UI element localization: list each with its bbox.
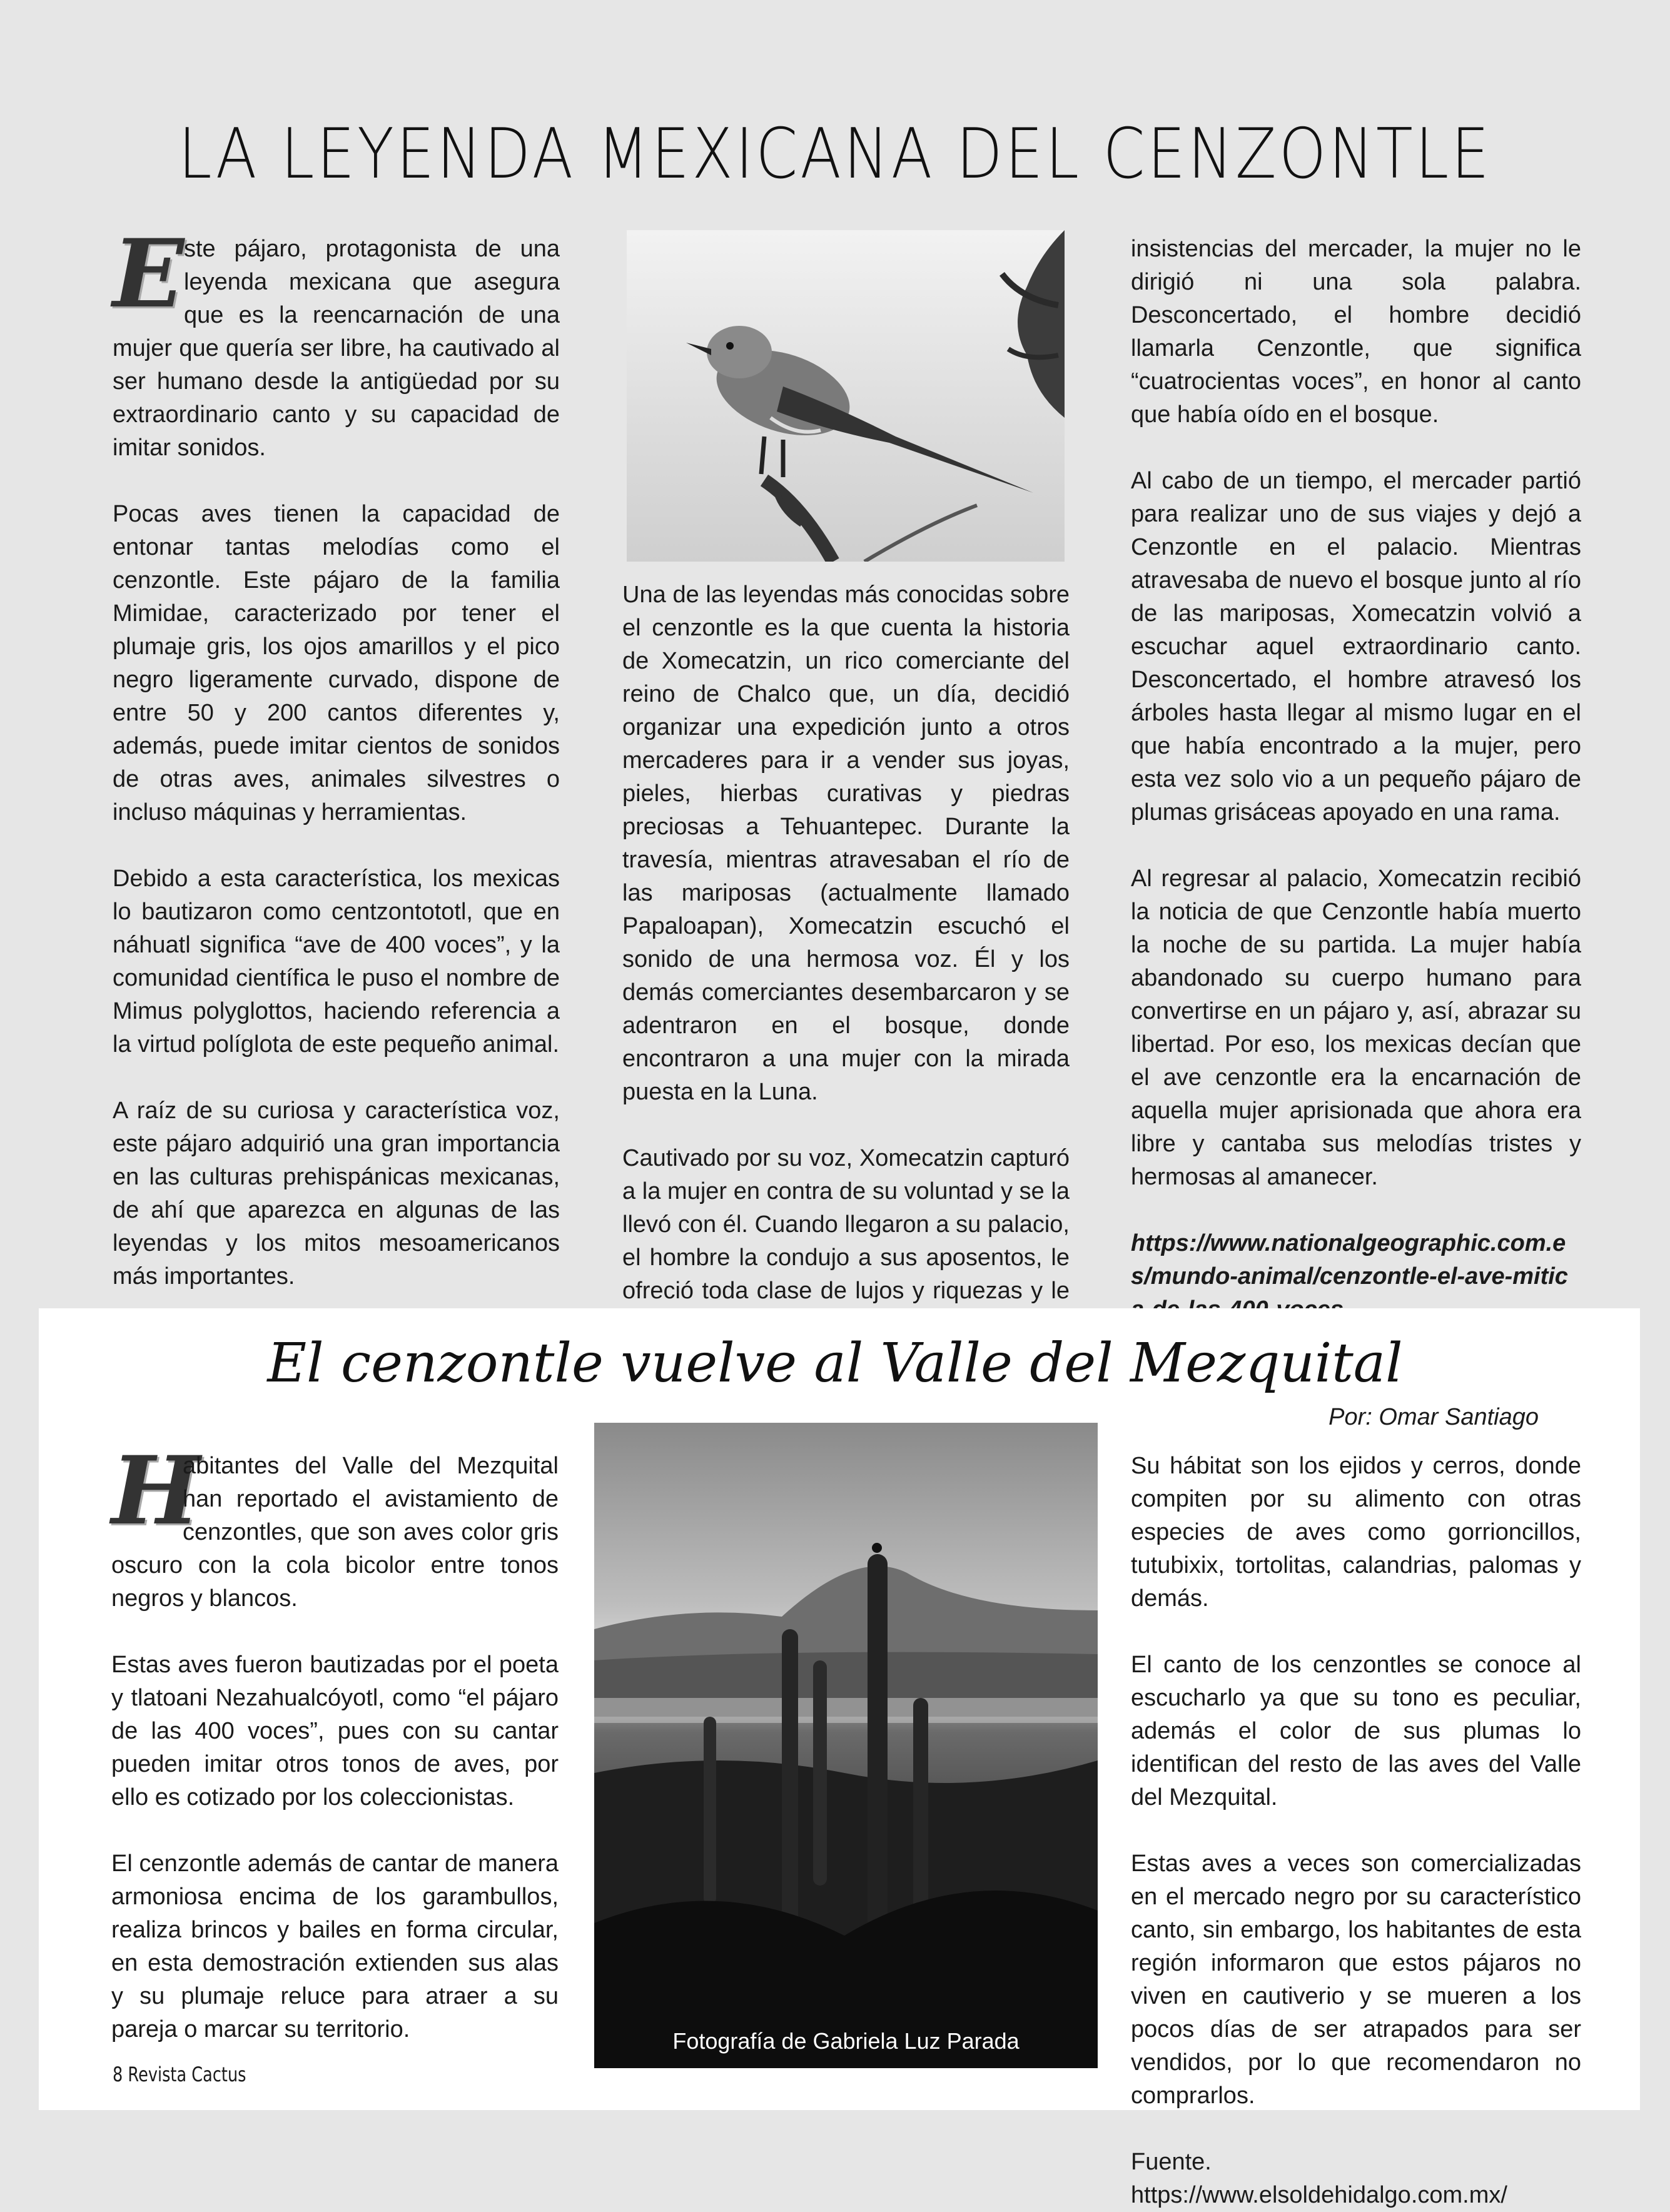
paragraph: Estas aves fueron bautizadas por el poeta y tlatoani Nezahualcóyotl, como “el pájaro de las 400 voces”, pues con su cantar pueden imitar otros tonos de aves, por ello es cotizado por los coleccionistas. bbox=[111, 1652, 559, 1811]
valley-photo bbox=[594, 1423, 1098, 2068]
mockingbird-photo bbox=[627, 230, 1065, 562]
paragraph: A raíz de su curiosa y característica voz, este pájaro adquirió una gran importancia en las culturas prehispánicas mexicanas, de ahí que aparezca en algunas de las leyendas y los mitos mesoamericanos más importantes. bbox=[113, 1098, 560, 1290]
paragraph: Cautivado por su voz, Xomecatzin capturó a la mujer en contra de su voluntad y se la llevó con él. Cuando llegaron a su palacio, el hombre la condujo a sus aposentos, le ofreció toda clase de lujos y riquezas y le bbox=[622, 1145, 1070, 1304]
paragraph: Al cabo de un tiempo, el mercader partió para realizar uno de sus viajes y dejó a Cenzontle en el palacio. Mientras atravesaba de nuevo el bosque junto al río de las mariposas, Xomecatzin volvió a escuchar aquel extraordinario canto. Desconcertado, el hombre atravesó los árboles hasta llegar al mismo lugar en el que había encontrado a la mujer, pero esta vez solo vio a un pequeño pájaro de plumas grisáceas apoyado en una rama. bbox=[1131, 468, 1581, 826]
drop-cap: E bbox=[113, 219, 185, 329]
paragraph: El cenzontle además de cantar de manera armoniosa encima de los garambullos, realiza brincos y bailes en forma circular, en esta demostración extienden sus alas y su plumaje reluce para atraer a su pareja o marcar su territorio. bbox=[111, 1851, 559, 2043]
article1-column-1 bbox=[113, 219, 560, 1293]
paragraph: Debido a esta característica, los mexicas lo bautizaron como centzontototl, que en náhuatl significa “ave de 400 voces”, y la comunidad científica le puso el nombre de Mimus polyglottos, haciendo referencia a la virtud políglota de este pequeño animal. bbox=[113, 866, 560, 1058]
photo-caption: Fotografía de Gabriela Luz Parada bbox=[672, 2028, 1020, 2054]
source-text: Fuente. https://www.elsoldehidalgo.com.mx/ bbox=[1131, 2149, 1507, 2208]
paragraph: Al regresar al palacio, Xomecatzin recibió la noticia de que Cenzontle había muerto la noche de su partida. La mujer había abandonado su cuerpo humano para convertirse en un pájaro y, así, abrazar su libertad. Por eso, los mexicas decían que el ave cenzontle era la encarnación de aquella mujer aprisionada que ahora era libre y cantaba sus melodías tristes y hermosas al amanecer. bbox=[1131, 866, 1581, 1190]
source-link[interactable]: https://www.nationalgeographic.com.es/mundo-animal/cenzontle-el-ave-mitic bbox=[1131, 1230, 1568, 1290]
drop-cap: H bbox=[111, 1436, 200, 1546]
article1-column-2 bbox=[622, 578, 1070, 1341]
paragraph: El canto de los cenzontles se conoce al escucharlo ya que su tono es peculiar, además el color de sus plumas lo identifican del resto de las aves del Valle del Mezquital. bbox=[1131, 1652, 1581, 1811]
article-title: LA LEYENDA MEXICANA DEL CENZONTLE bbox=[178, 113, 1492, 194]
byline: Por: Omar Santiago bbox=[1328, 1404, 1539, 1430]
paragraph: Este pájaro, protagonista de una leyenda mexicana que asegura que es la reencarnación de una mujer que quería ser libre, ha cautivado al ser humano desde la antigüedad por su extraordinario canto y su capacidad de imitar sonidos. bbox=[113, 219, 560, 461]
article2-title: El cenzontle vuelve al Valle del Mezquital bbox=[267, 1332, 1403, 1395]
bird-on-branch-icon bbox=[627, 230, 1065, 562]
paragraph: Pocas aves tienen la capacidad de entonar tantas melodías como el cenzontle. Este pájaro de la familia Mimidae, caracterizado por tener el plumaje gris, los ojos amarillos y el pico negro ligeramente curvado, dispone de entre 50 y 200 cantos diferentes y, además, puede imitar cientos de sonidos de otras aves, animales silvestres o incluso máquinas y herramientas. bbox=[113, 501, 560, 826]
paragraph: H abitantes del Valle del Mezquital han reportado el avistamiento de cenzontles, que son aves color gris oscuro con la cola bicolor entre tonos negros y blancos. bbox=[111, 1436, 559, 1612]
article2-column-3 bbox=[1131, 1450, 1581, 2212]
article1-column-3 bbox=[1131, 233, 1581, 1326]
page-footer: 8 Revista Cactus bbox=[113, 2063, 246, 2086]
paragraph: insistencias del mercader, la mujer no le dirigió ni una sola palabra. Desconcertado, el hombre decidió llamarla Cenzontle, que significa “cuatrocientas voces”, en honor al canto que había oído en el bosque. bbox=[1131, 236, 1581, 428]
paragraph: Estas aves a veces son comercializadas en el mercado negro por su característico canto, sin embargo, los habitantes de esta región informaron que estos pájaros no viven en cautiverio y se mueren a los pocos días de ser atrapados para ser vendidos, por lo que recomendaron no comprarlos. bbox=[1131, 1851, 1581, 2109]
paragraph: Una de las leyendas más conocidas sobre el cenzontle es la que cuenta la historia de Xomecatzin, un rico comerciante del reino de Chalco que, un día, decidió organizar una expedición junto a otros mercaderes para ir a vender sus joyas, pieles, hierbas curativas y piedras preciosas a Tehuantepec. Durante la travesía, mientras atravesaban el río de las mariposas (actualmente llamado Papaloapan), Xomecatzin escuchó el sonido de una hermosa voz. Él y los demás comerciantes desembarcaron y se adentraron en el bosque, donde encontraron a una mujer con la mirada puesta en la Luna. bbox=[622, 582, 1070, 1105]
paragraph: Su hábitat son los ejidos y cerros, donde compiten por su alimento con otras especies de aves como gorrioncillos, tutubixix, tortolitas, calandrias, palomas y demás. bbox=[1131, 1453, 1581, 1612]
article2-column-1 bbox=[111, 1436, 559, 2046]
cactus-landscape-icon bbox=[594, 1423, 1098, 2068]
